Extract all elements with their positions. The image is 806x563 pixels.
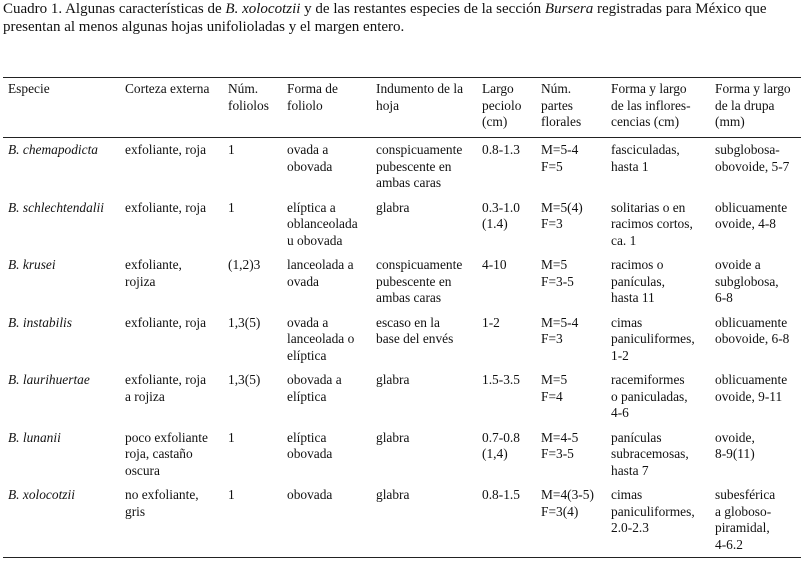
header-peciolo: Largo peciolo (cm): [477, 78, 536, 138]
cell-petiole: 4-10: [482, 257, 507, 272]
cell-inflorescence: fasciculadas, hasta 1: [611, 142, 680, 174]
caption-text-2: y de las restantes especies de la sección: [300, 1, 545, 17]
cell-bark: poco exfoliante roja, castaño oscura: [125, 429, 208, 478]
cell-drupe: subglobosa- obovoide, 5-7: [715, 142, 790, 174]
cell-indument: glabra: [371, 483, 477, 558]
header-foliolos: Núm. foliolos: [223, 78, 282, 138]
cell-leaflet-shape: lanceolada a ovada: [287, 257, 354, 289]
cell-species: B. instabilis: [8, 314, 72, 330]
caption-species-name: B. xolocotzii: [225, 1, 301, 17]
cell-species: B. lunanii: [8, 429, 61, 445]
cell-species: B. krusei: [8, 257, 56, 272]
header-row: [3, 78, 801, 138]
header-corteza: Corteza externa: [120, 78, 223, 138]
cell-floral-parts: M=5 F=3-5: [541, 257, 574, 289]
cell-bark: exfoliante, roja a rojiza: [125, 372, 207, 404]
cell-floral-parts: M=4(3-5) F=3(4): [536, 483, 606, 558]
cell-indument: escaso en la base del envés: [376, 314, 454, 346]
cell-drupe: oblicuamente ovoide, 9-11: [715, 372, 788, 404]
cell-petiole: 0.8-1.5: [477, 483, 536, 558]
header-especie: Especie: [3, 78, 120, 138]
cell-indument: glabra: [376, 372, 410, 387]
cell-bark: exfoliante, rojiza: [125, 257, 182, 289]
table-row: [3, 426, 801, 484]
table-caption: [3, 0, 803, 36]
cell-drupe: oblicuamente ovoide, 4-8: [715, 199, 788, 231]
cell-leaflet-shape: obovada: [282, 483, 371, 558]
cell-petiole: 0.8-1.3: [482, 142, 520, 157]
cell-indument: glabra: [376, 199, 410, 215]
table-row: [3, 368, 801, 426]
cell-leaflet-shape: ovada a obovada: [287, 142, 333, 174]
cell-inflorescence: panículas subracemosas, hasta 7: [611, 429, 689, 478]
table-row: [3, 483, 801, 558]
cell-indument: glabra: [376, 429, 410, 445]
cell-petiole: 1-2: [482, 314, 500, 330]
cell-species: B. laurihuertae: [8, 372, 90, 387]
cell-indument: conspicuamente pubescente en ambas caras: [376, 142, 463, 190]
cell-bark: exfoliante, roja: [125, 142, 207, 157]
cell-leaflets: 1: [223, 483, 282, 558]
table-row: [3, 253, 801, 311]
header-inflorescencias: Forma y largo de las inflores- cencias (cm): [606, 78, 710, 138]
cell-floral-parts: M=5-4 F=5: [541, 142, 579, 174]
cell-species: B. schlechtendalii: [8, 199, 104, 215]
cell-leaflets: 1,3(5): [228, 314, 261, 330]
cell-floral-parts: M=5 F=4: [541, 372, 568, 404]
cell-inflorescence: cimas paniculiformes, 2.0-2.3: [606, 483, 710, 558]
table-row: [3, 138, 801, 196]
cell-floral-parts: M=4-5 F=3-5: [541, 429, 579, 461]
header-partes-florales: Núm. partes florales: [536, 78, 606, 138]
cell-drupe: oblicuamente obovoide, 6-8: [715, 314, 790, 346]
cell-inflorescence: racimos o panículas, hasta 11: [611, 257, 665, 305]
cell-leaflet-shape: elíptica obovada: [287, 429, 333, 461]
cell-leaflet-shape: elíptica a oblanceolada u obovada: [287, 199, 358, 248]
cell-leaflets: 1: [228, 199, 235, 215]
cell-leaflets: (1,2)3: [228, 257, 261, 272]
cell-bark: no exfoliante, gris: [120, 483, 223, 558]
header-drupa: Forma y largo de la drupa (mm): [710, 78, 801, 138]
caption-text-1: Cuadro 1. Algunas características de: [3, 1, 226, 17]
caption-genus-name: Bursera: [544, 1, 594, 17]
caption-text-3: registradas para México que presentan al menos algunas hojas unifolioladas y el margen entero.: [3, 1, 767, 35]
cell-drupe: ovoide a subglobosa, 6-8: [715, 257, 779, 305]
cell-petiole: 0.7-0.8 (1,4): [482, 429, 520, 461]
cell-species: B. xolocotzii: [3, 483, 120, 558]
cell-leaflets: 1: [228, 142, 235, 157]
cell-leaflet-shape: ovada a lanceolada o elíptica: [287, 314, 355, 363]
cell-floral-parts: M=5(4) F=3: [541, 199, 583, 231]
table-row: [3, 196, 801, 254]
cell-petiole: 0.3-1.0 (1.4): [482, 199, 520, 231]
cell-petiole: 1.5-3.5: [482, 372, 520, 387]
cell-species: B. chemapodicta: [8, 142, 98, 157]
cell-leaflets: 1: [228, 429, 235, 445]
cell-leaflet-shape: obovada a elíptica: [287, 372, 342, 404]
cell-inflorescence: solitarias o en racimos cortos, ca. 1: [611, 199, 693, 248]
header-indumento: Indumento de la hoja: [371, 78, 477, 138]
cell-inflorescence: racemiformes o paniculadas, 4-6: [611, 372, 688, 420]
header-forma-foliolo: Forma de foliolo: [282, 78, 371, 138]
cell-floral-parts: M=5-4 F=3: [541, 314, 579, 346]
cell-leaflets: 1,3(5): [228, 372, 261, 387]
cell-indument: conspicuamente pubescente en ambas caras: [376, 257, 463, 305]
cell-drupe: ovoide, 8-9(11): [715, 429, 755, 461]
table-row: [3, 311, 801, 369]
cell-bark: exfoliante, roja: [125, 199, 207, 215]
cell-bark: exfoliante, roja: [125, 314, 207, 330]
cell-inflorescence: cimas paniculiformes, 1-2: [611, 314, 695, 363]
cell-drupe: subesférica a globoso- piramidal, 4-6.2: [710, 483, 801, 558]
species-characteristics-table: [3, 77, 801, 558]
